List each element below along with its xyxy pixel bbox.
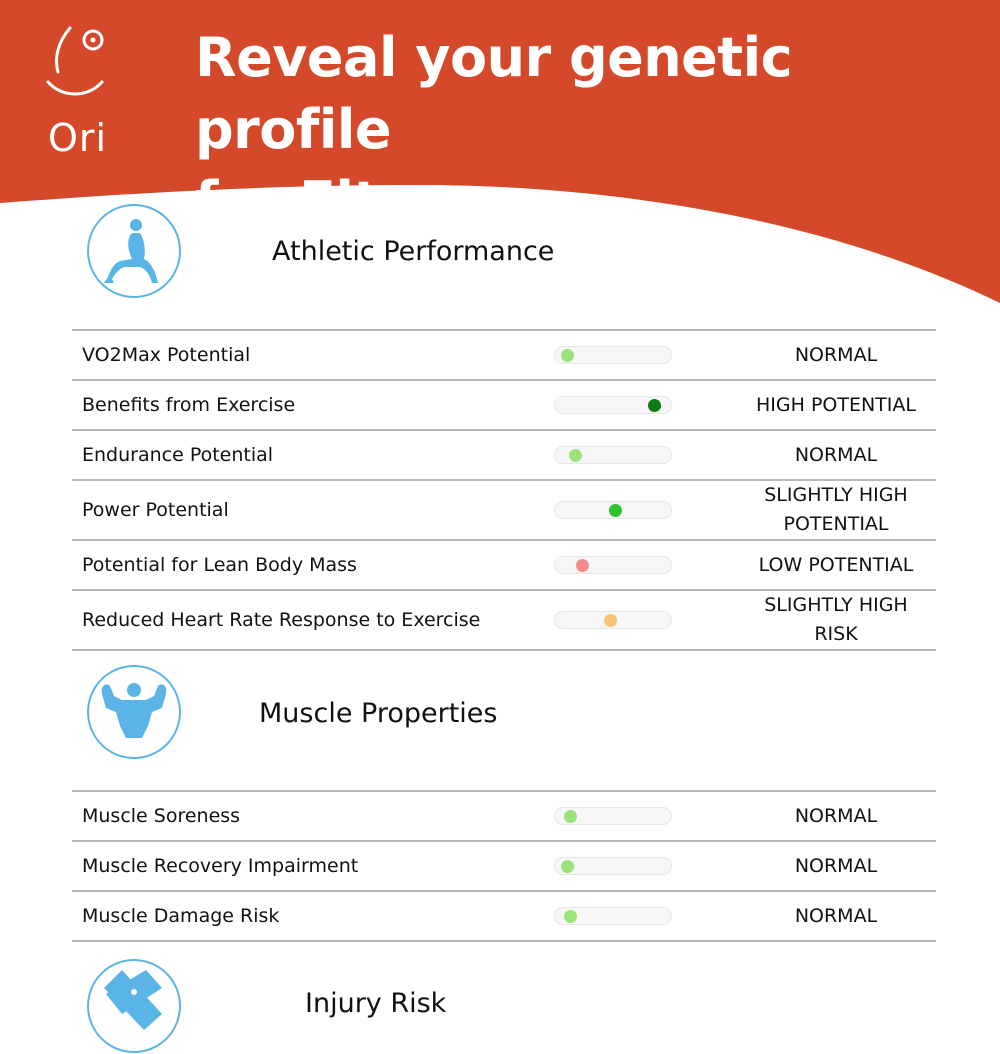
trait-result-line-2: POTENTIAL bbox=[783, 513, 889, 535]
table-row bbox=[72, 791, 936, 841]
table-row bbox=[72, 590, 936, 650]
trait-name: Potential for Lean Body Mass bbox=[82, 554, 357, 576]
level-bar bbox=[554, 501, 672, 519]
level-bar bbox=[554, 396, 672, 414]
level-dot bbox=[604, 614, 617, 627]
level-bar bbox=[554, 446, 672, 464]
trait-result: NORMAL bbox=[794, 804, 878, 827]
level-dot bbox=[561, 349, 574, 362]
level-dot bbox=[648, 399, 661, 412]
table-row bbox=[72, 841, 936, 891]
section-title-injury-risk: Injury Risk bbox=[305, 988, 447, 1019]
trait-result bbox=[742, 480, 936, 540]
section-title-athletic-performance: Athletic Performance bbox=[272, 236, 555, 267]
table-row bbox=[72, 380, 936, 430]
trait-result: NORMAL bbox=[794, 443, 878, 466]
level-bar bbox=[554, 857, 672, 875]
level-bar bbox=[554, 907, 672, 925]
level-dot bbox=[564, 910, 577, 923]
trait-result: NORMAL bbox=[794, 343, 878, 366]
trait-name: Reduced Heart Rate Response to Exercise bbox=[82, 609, 481, 631]
trait-name: Power Potential bbox=[82, 499, 229, 521]
trait-name: Endurance Potential bbox=[82, 444, 274, 466]
trait-result: NORMAL bbox=[794, 904, 878, 927]
trait-name: Muscle Damage Risk bbox=[82, 905, 280, 927]
table-row bbox=[72, 430, 936, 480]
athletic-performance-table bbox=[72, 329, 936, 651]
trait-name: Muscle Soreness bbox=[82, 805, 241, 827]
lunge-icon bbox=[86, 203, 182, 299]
level-bar bbox=[554, 611, 672, 629]
level-dot bbox=[564, 810, 577, 823]
level-bar bbox=[554, 556, 672, 574]
trait-result: NORMAL bbox=[794, 854, 878, 877]
level-dot bbox=[609, 504, 622, 517]
trait-name: Benefits from Exercise bbox=[82, 394, 296, 416]
page-title bbox=[195, 22, 985, 238]
title-line-1: Reveal your genetic profile bbox=[195, 26, 793, 161]
trait-name: VO2Max Potential bbox=[82, 344, 251, 366]
level-dot bbox=[569, 449, 582, 462]
trait-result-line-1: SLIGHTLY HIGH bbox=[764, 484, 908, 506]
level-bar bbox=[554, 807, 672, 825]
bandage-icon bbox=[86, 958, 182, 1054]
level-dot bbox=[576, 559, 589, 572]
trait-result-line-2: RISK bbox=[814, 623, 858, 645]
level-dot bbox=[561, 860, 574, 873]
trait-result: LOW POTENTIAL bbox=[758, 553, 914, 576]
title-line-2: for Fitness... bbox=[195, 170, 577, 233]
trait-result-line-1: SLIGHTLY HIGH bbox=[764, 594, 908, 616]
table-row bbox=[72, 330, 936, 380]
logo-text: Ori bbox=[48, 116, 108, 160]
muscle-properties-table bbox=[72, 790, 936, 942]
level-bar bbox=[554, 346, 672, 364]
trait-result bbox=[742, 590, 936, 650]
trait-result: HIGH POTENTIAL bbox=[756, 393, 916, 416]
table-row bbox=[72, 891, 936, 941]
section-title-muscle-properties: Muscle Properties bbox=[259, 698, 498, 729]
table-row bbox=[72, 540, 936, 590]
flexing-muscles-icon bbox=[86, 664, 182, 760]
table-row bbox=[72, 480, 936, 540]
trait-name: Muscle Recovery Impairment bbox=[82, 855, 359, 877]
